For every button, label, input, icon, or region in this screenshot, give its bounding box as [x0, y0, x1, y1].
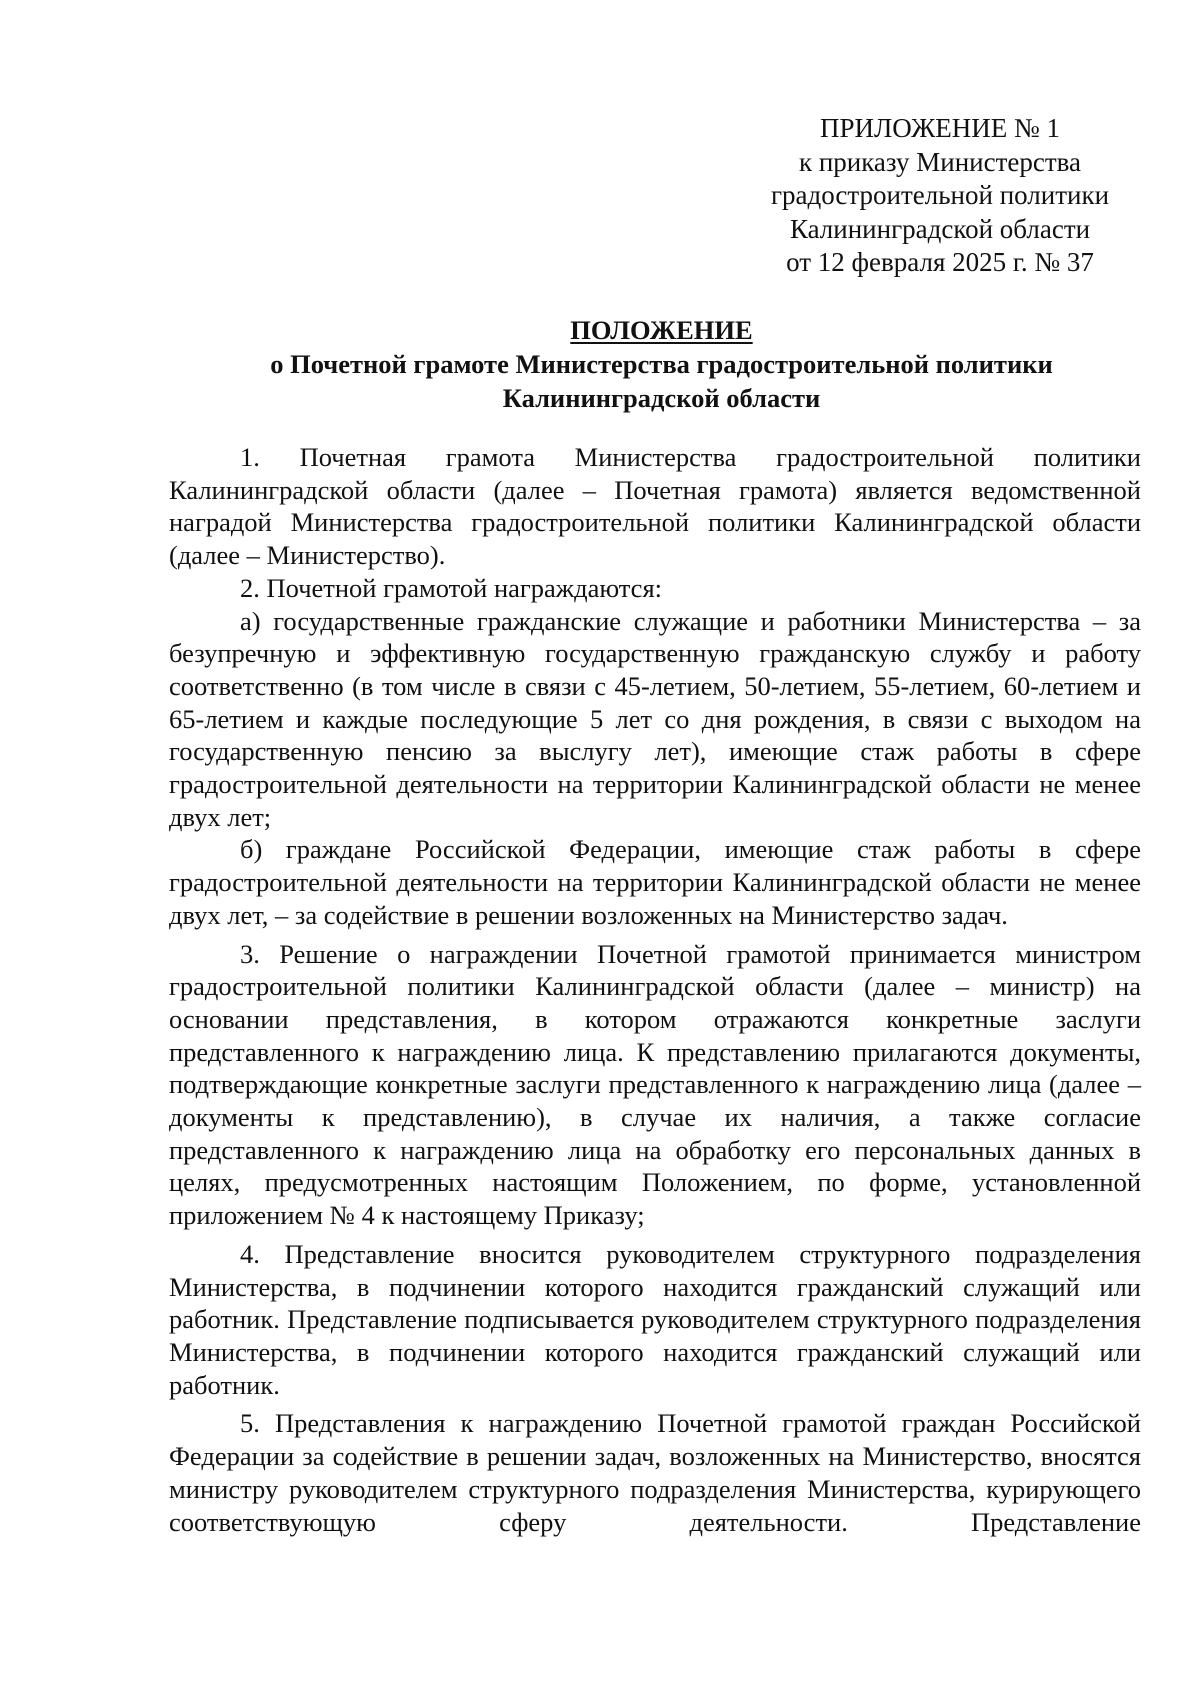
appendix-date: от 12 февраля 2025 г. № 37 — [786, 247, 1094, 277]
appendix-block — [760, 112, 1120, 280]
paragraph-2b: б) граждане Российской Федерации, имеющие стаж работы в сфере градостроительной деятельности на территории Калининградской области не менее двух лет, – за содействие в решении возложенных на Министерство задач. — [169, 834, 1141, 930]
appendix-ministry: градостроительной политики — [770, 180, 1110, 210]
document-subtitle-line1: о Почетной грамоте Министерства градостроительной политики — [270, 349, 1053, 379]
document-heading — [167, 313, 1156, 415]
paragraph-4: 4. Представление вносится руководителем структурного подразделения Министерства, в подчинении которого находится гражданский служащий или работник. Представление подписывается руководителем структурного подразделения Министерства, в подчинении которого находится гражданский служащий или работник. — [169, 1238, 1141, 1400]
paragraph-2a: а) государственные гражданские служащие и работники Министерства – за безупречную и эффективную государственную гражданскую службу и работу соответственно (в том числе в связи с 45-летием, 50-летием, 55-летием, 60-летием и 65-летием и каждые последующие 5 лет со дня рождения, в связи с выходом на государственную пенсию за выслугу лет), имеющие стаж работы в сфере градостроительной деятельности на территории Калининградской области не менее двух лет; — [169, 605, 1141, 832]
appendix-region: Калининградской области — [789, 213, 1091, 244]
paragraph-2: 2. Почетной грамотой награждаются: — [240, 572, 662, 603]
document-body — [169, 441, 1141, 1538]
paragraph-3: 3. Решение о награждении Почетной грамотой принимается министром градостроительной политики Калининградской области (далее – министр) на основании представления, в котором отражаются конкретные заслуги представленного к награждению лица. К представлению прилагаются документы, подтверждающие конкретные заслуги представленного к награждению лица (далее – документы к представлению), в случае их наличия, а также согласие представленного к награждению лица на обработку его персональных данных в целях, предусмотренных настоящим Положением, по форме, установленной приложением № 4 к настоящему Приказу; — [169, 938, 1141, 1231]
appendix-order-ref: к приказу Министерства — [798, 146, 1082, 177]
appendix-number: ПРИЛОЖЕНИЕ № 1 — [819, 113, 1061, 143]
paragraph-1: 1. Почетная грамота Министерства градостроительной политики Калининградской области (далее – Почетная грамота) является ведомственной наградой Министерства градостроительной политики Калининградской области (далее – Министерство). — [169, 442, 1141, 571]
document-subtitle-line2: Калининградской области — [502, 383, 821, 413]
paragraph-5: 5. Представления к награждению Почетной грамотой граждан Российской Федерации за содействие в решении задач, возложенных на Министерство, вносятся министру руководителем структурного подразделения Министерства, курирующего соответствующую сферу деятельности. Представление — [169, 1408, 1141, 1537]
document-title: ПОЛОЖЕНИЕ — [570, 315, 753, 345]
